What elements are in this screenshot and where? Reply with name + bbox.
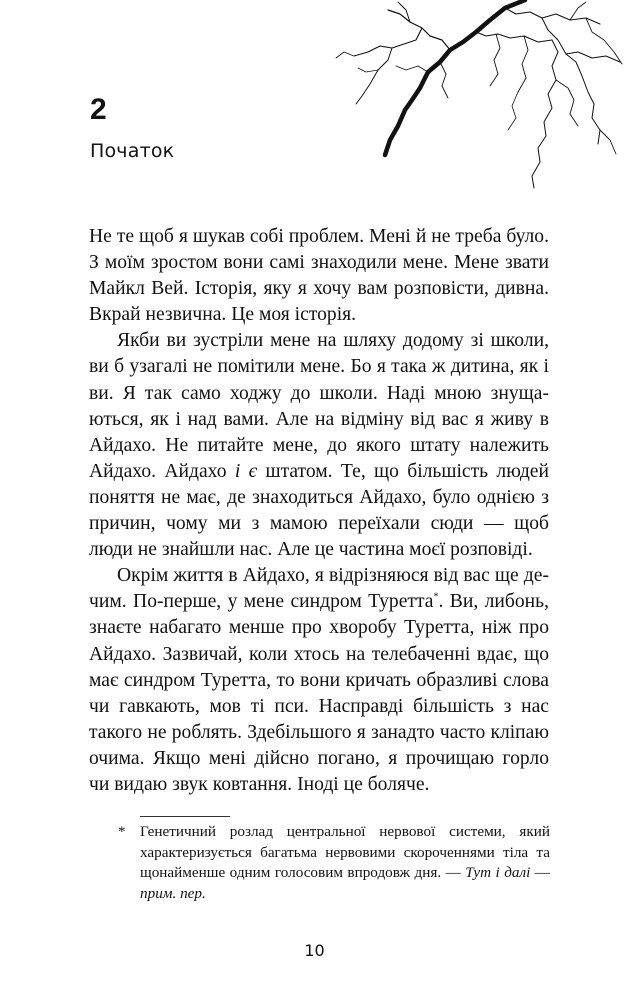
footnote-text: [140, 822, 550, 904]
paragraph-text: Якби ви зустріли мене на шляху додому зі школи, ви б узагалі не помітили мене. Бо я така ж дитина, як і ви. Я так само ходжу до школи. Наді мною знущаються, як і над вами. Але на відміну від вас я живу в Айдахо. Не питайте мене, до якого штату належить Айдахо. Айдахо: [89, 330, 549, 482]
footnote-mark: *: [118, 823, 126, 840]
chapter-title: Початок: [90, 140, 175, 162]
paragraph: [89, 224, 549, 328]
chapter-number: 2: [90, 93, 107, 126]
paragraph: [89, 563, 549, 798]
footnote-part: —: [530, 864, 550, 881]
footnote-emphasis: Тут і далі: [465, 864, 531, 881]
page-number: 10: [304, 941, 325, 960]
paragraph-text: Окрім життя в Айдахо, я відрізняюся від вас ще дечим. По-перше, у мене синдром Туретта: [89, 565, 549, 613]
footnote-divider: [140, 816, 230, 817]
paragraph-text: штатом. Те, що більшість людей поняття не має, де знаходиться Айдахо, було однією з причин, чому ми з мамою переїхали сюди — щоб люди не знайшли нас. Але це частина моєї розповіді.: [89, 460, 549, 561]
paragraph-text: . Ви, либонь, знаєте набагато менше про хворобу Туретта, ніж про Айдахо. Зазвичай, коли хтось на телебаченні вдає, що має синдром Туретта, то вони кричать образливі слова чи гавкають, мов ті пси. Насправді більшість з нас такого не роблять. Здебільшого я занадто часто кліпаю очима. Якщо мені дійсно погано, я прочищаю горло чи видаю звук ковтання. Іноді це боляче.: [89, 591, 549, 795]
paragraph-emphasis: і є: [234, 460, 258, 482]
footnote-reference[interactable]: *: [433, 591, 439, 603]
lightning-illustration: [330, 0, 629, 200]
footnote: [118, 822, 550, 904]
footnote-part: Генетичний розлад центральної нервової системи, який характеризується багатьма нервовими скороченнями тіла та щонайменше одним голосовим впродовж дня. —: [140, 823, 550, 881]
footnote-emphasis: прим. пер.: [140, 884, 206, 902]
paragraph: [89, 328, 549, 563]
body-text: [89, 224, 549, 798]
paragraph-text: Не те щоб я шукав собі проблем. Мені й не треба було. З моїм зростом вони самі знаходили мене. Мене звати Майкл Вей. Історія, яку я хочу вам розповісти, дивна. Вкрай незвична. Це моя історія.: [89, 226, 549, 326]
